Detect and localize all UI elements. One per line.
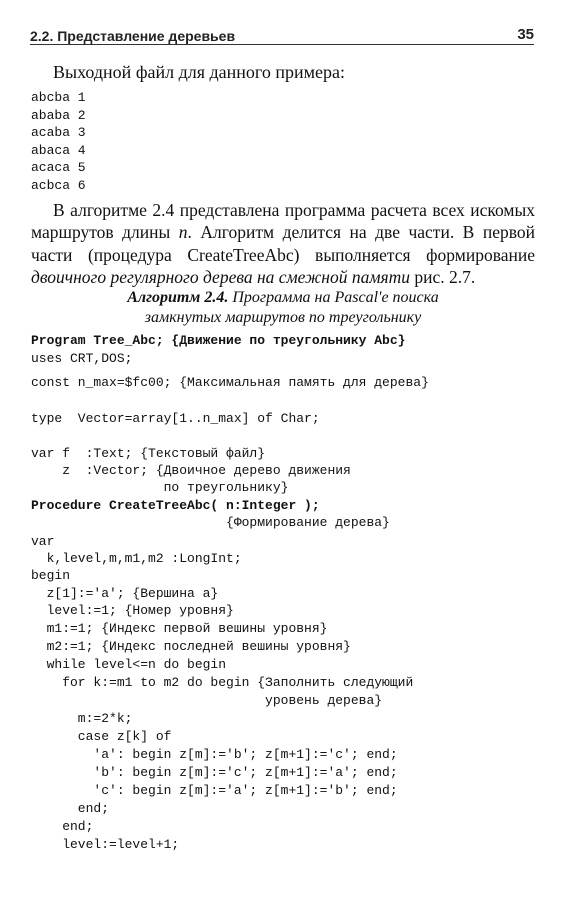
page-number: 35 bbox=[517, 26, 534, 43]
algorithm-caption-line2: замкнутых маршрутов по треугольнику bbox=[144, 309, 422, 326]
code-line: for k:=m1 to m2 do begin {Заполнить следующий bbox=[31, 675, 414, 690]
code-line: Procedure CreateTreeAbc( n:Integer ); bbox=[31, 498, 320, 513]
output-line: ababa 2 bbox=[31, 107, 86, 123]
intro-text: Выходной файл для данного примера: bbox=[53, 62, 345, 82]
code-line: level:=1; {Номер уровня} bbox=[31, 603, 234, 618]
body-paragraph bbox=[31, 199, 535, 288]
code-line: 'c': begin z[m]:='a'; z[m+1]:='b'; end; bbox=[31, 783, 398, 798]
code-line: m1:=1; {Индекс первой вешины уровня} bbox=[31, 621, 328, 636]
code-line: const n_max=$fc00; {Максимальная память для дерева} bbox=[31, 375, 429, 390]
output-line: abaca 4 bbox=[31, 142, 86, 158]
paragraph-n: n bbox=[178, 222, 188, 243]
output-listing bbox=[31, 89, 86, 195]
code-line: z :Vector; {Двоичное дерево движения bbox=[31, 463, 351, 478]
output-line: acaba 3 bbox=[31, 125, 86, 141]
code-line: end; bbox=[31, 801, 110, 816]
algorithm-caption-line1: Алгоритм 2.4. Программа на Pascal'е поиска bbox=[127, 289, 439, 306]
code-line: var f :Text; {Текстовый файл} bbox=[31, 446, 266, 461]
paragraph-emphasis: двоичного регулярного дерева на смежной памяти bbox=[31, 266, 411, 287]
code-line: case z[k] of bbox=[31, 729, 172, 744]
code-line: while level<=n do begin bbox=[31, 657, 227, 672]
code-line: уровень дерева} bbox=[31, 693, 383, 708]
code-line: 'b': begin z[m]:='c'; z[m+1]:='a'; end; bbox=[31, 765, 398, 780]
code-line: m:=2*k; bbox=[31, 711, 133, 726]
paragraph-part1: В алгоритме 2.4 представлена программа расчета всех искомых маршрутов длины bbox=[31, 200, 535, 243]
code-line: Program Tree_Abc; {Движение по треугольнику Abc} bbox=[31, 333, 406, 348]
code-line: type Vector=array[1..n_max] of Char; bbox=[31, 411, 320, 426]
header-rule bbox=[30, 44, 534, 45]
code-line: var bbox=[31, 534, 55, 549]
code-line: level:=level+1; bbox=[31, 837, 180, 852]
code-line: m2:=1; {Индекс последней вешины уровня} bbox=[31, 639, 351, 654]
paragraph-part2: . Алгоритм делится на две части. В первой части (процедура CreateTreeAbc) выполняется формирование bbox=[31, 222, 535, 265]
code-line: z[1]:='a'; {Вершина a} bbox=[31, 586, 219, 601]
code-line: k,level,m,m1,m2 :LongInt; bbox=[31, 551, 242, 566]
output-line: abcba 1 bbox=[31, 90, 86, 105]
paragraph-part3: рис. 2.7. bbox=[410, 266, 476, 287]
output-line: acaca 5 bbox=[31, 160, 86, 176]
output-line: acbca 6 bbox=[31, 177, 86, 193]
code-line: begin bbox=[31, 568, 71, 583]
code-line: по треугольнику} bbox=[31, 480, 289, 495]
section-title: 2.2. Представление деревьев bbox=[30, 28, 236, 44]
code-line: end; bbox=[31, 819, 94, 834]
algorithm-label: Алгоритм 2.4. bbox=[127, 289, 229, 306]
code-line: {Формирование дерева} bbox=[31, 515, 390, 530]
code-line: uses CRT,DOS; bbox=[31, 351, 133, 366]
code-line: 'a': begin z[m]:='b'; z[m+1]:='c'; end; bbox=[31, 747, 398, 762]
